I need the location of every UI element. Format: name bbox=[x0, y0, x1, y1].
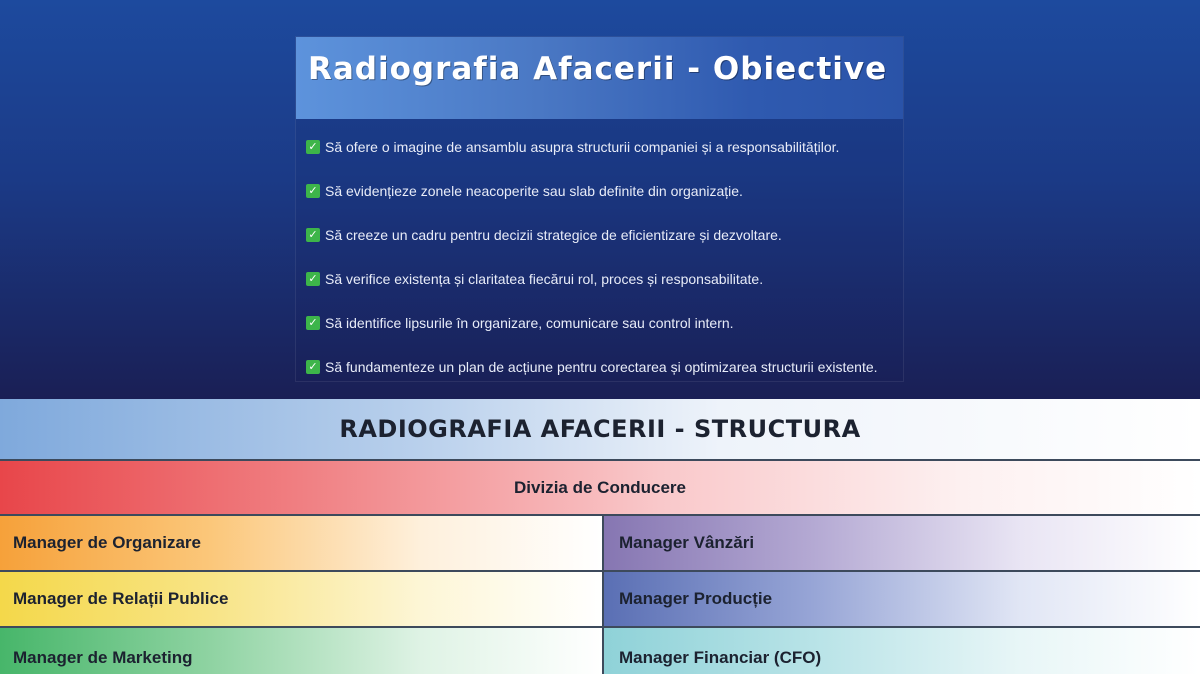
objective-item bbox=[306, 345, 903, 389]
manager-vanzari-cell: Manager Vânzări bbox=[604, 516, 1200, 570]
objective-item bbox=[306, 169, 903, 213]
structure-title-bar bbox=[0, 399, 1200, 461]
objective-text: Să evidențieze zonele neacoperite sau slab definite din organizație. bbox=[325, 183, 743, 199]
objective-item bbox=[306, 257, 903, 301]
managers-row bbox=[0, 572, 1200, 628]
manager-productie-cell: Manager Producție bbox=[604, 572, 1200, 626]
objectives-card bbox=[295, 36, 904, 382]
objective-text: Să verifice existența și claritatea fiecărui rol, proces și responsabilitate. bbox=[325, 271, 764, 287]
objective-item bbox=[306, 125, 903, 169]
objective-text: Să creeze un cadru pentru decizii strategice de eficientizare și dezvoltare. bbox=[325, 227, 782, 243]
objective-item bbox=[306, 213, 903, 257]
manager-marketing-cell: Manager de Marketing bbox=[0, 628, 604, 674]
check-mark-icon: ✓ bbox=[306, 272, 320, 286]
objective-item bbox=[306, 301, 903, 345]
managers-grid bbox=[0, 516, 1200, 674]
check-mark-icon: ✓ bbox=[306, 228, 320, 242]
check-mark-icon: ✓ bbox=[306, 316, 320, 330]
check-mark-icon: ✓ bbox=[306, 140, 320, 154]
division-label: Divizia de Conducere bbox=[514, 477, 686, 497]
structure-title: RADIOGRAFIA AFACERII - STRUCTURA bbox=[339, 415, 861, 443]
objectives-header bbox=[296, 37, 903, 119]
objectives-list bbox=[296, 119, 903, 389]
check-mark-icon: ✓ bbox=[306, 184, 320, 198]
objective-text: Să ofere o imagine de ansamblu asupra structurii companiei și a responsabilităților. bbox=[325, 139, 840, 155]
managers-row bbox=[0, 628, 1200, 674]
manager-financiar-cell: Manager Financiar (CFO) bbox=[604, 628, 1200, 674]
objective-text: Să fundamenteze un plan de acțiune pentru corectarea și optimizarea structurii existente. bbox=[325, 359, 878, 375]
manager-organizare-cell: Manager de Organizare bbox=[0, 516, 604, 570]
objectives-title: Radiografia Afacerii - Obiective bbox=[308, 51, 888, 87]
check-mark-icon: ✓ bbox=[306, 360, 320, 374]
objective-text: Să identifice lipsurile în organizare, comunicare sau control intern. bbox=[325, 315, 734, 331]
managers-row bbox=[0, 516, 1200, 572]
manager-relatii-publice-cell: Manager de Relații Publice bbox=[0, 572, 604, 626]
division-row bbox=[0, 461, 1200, 516]
